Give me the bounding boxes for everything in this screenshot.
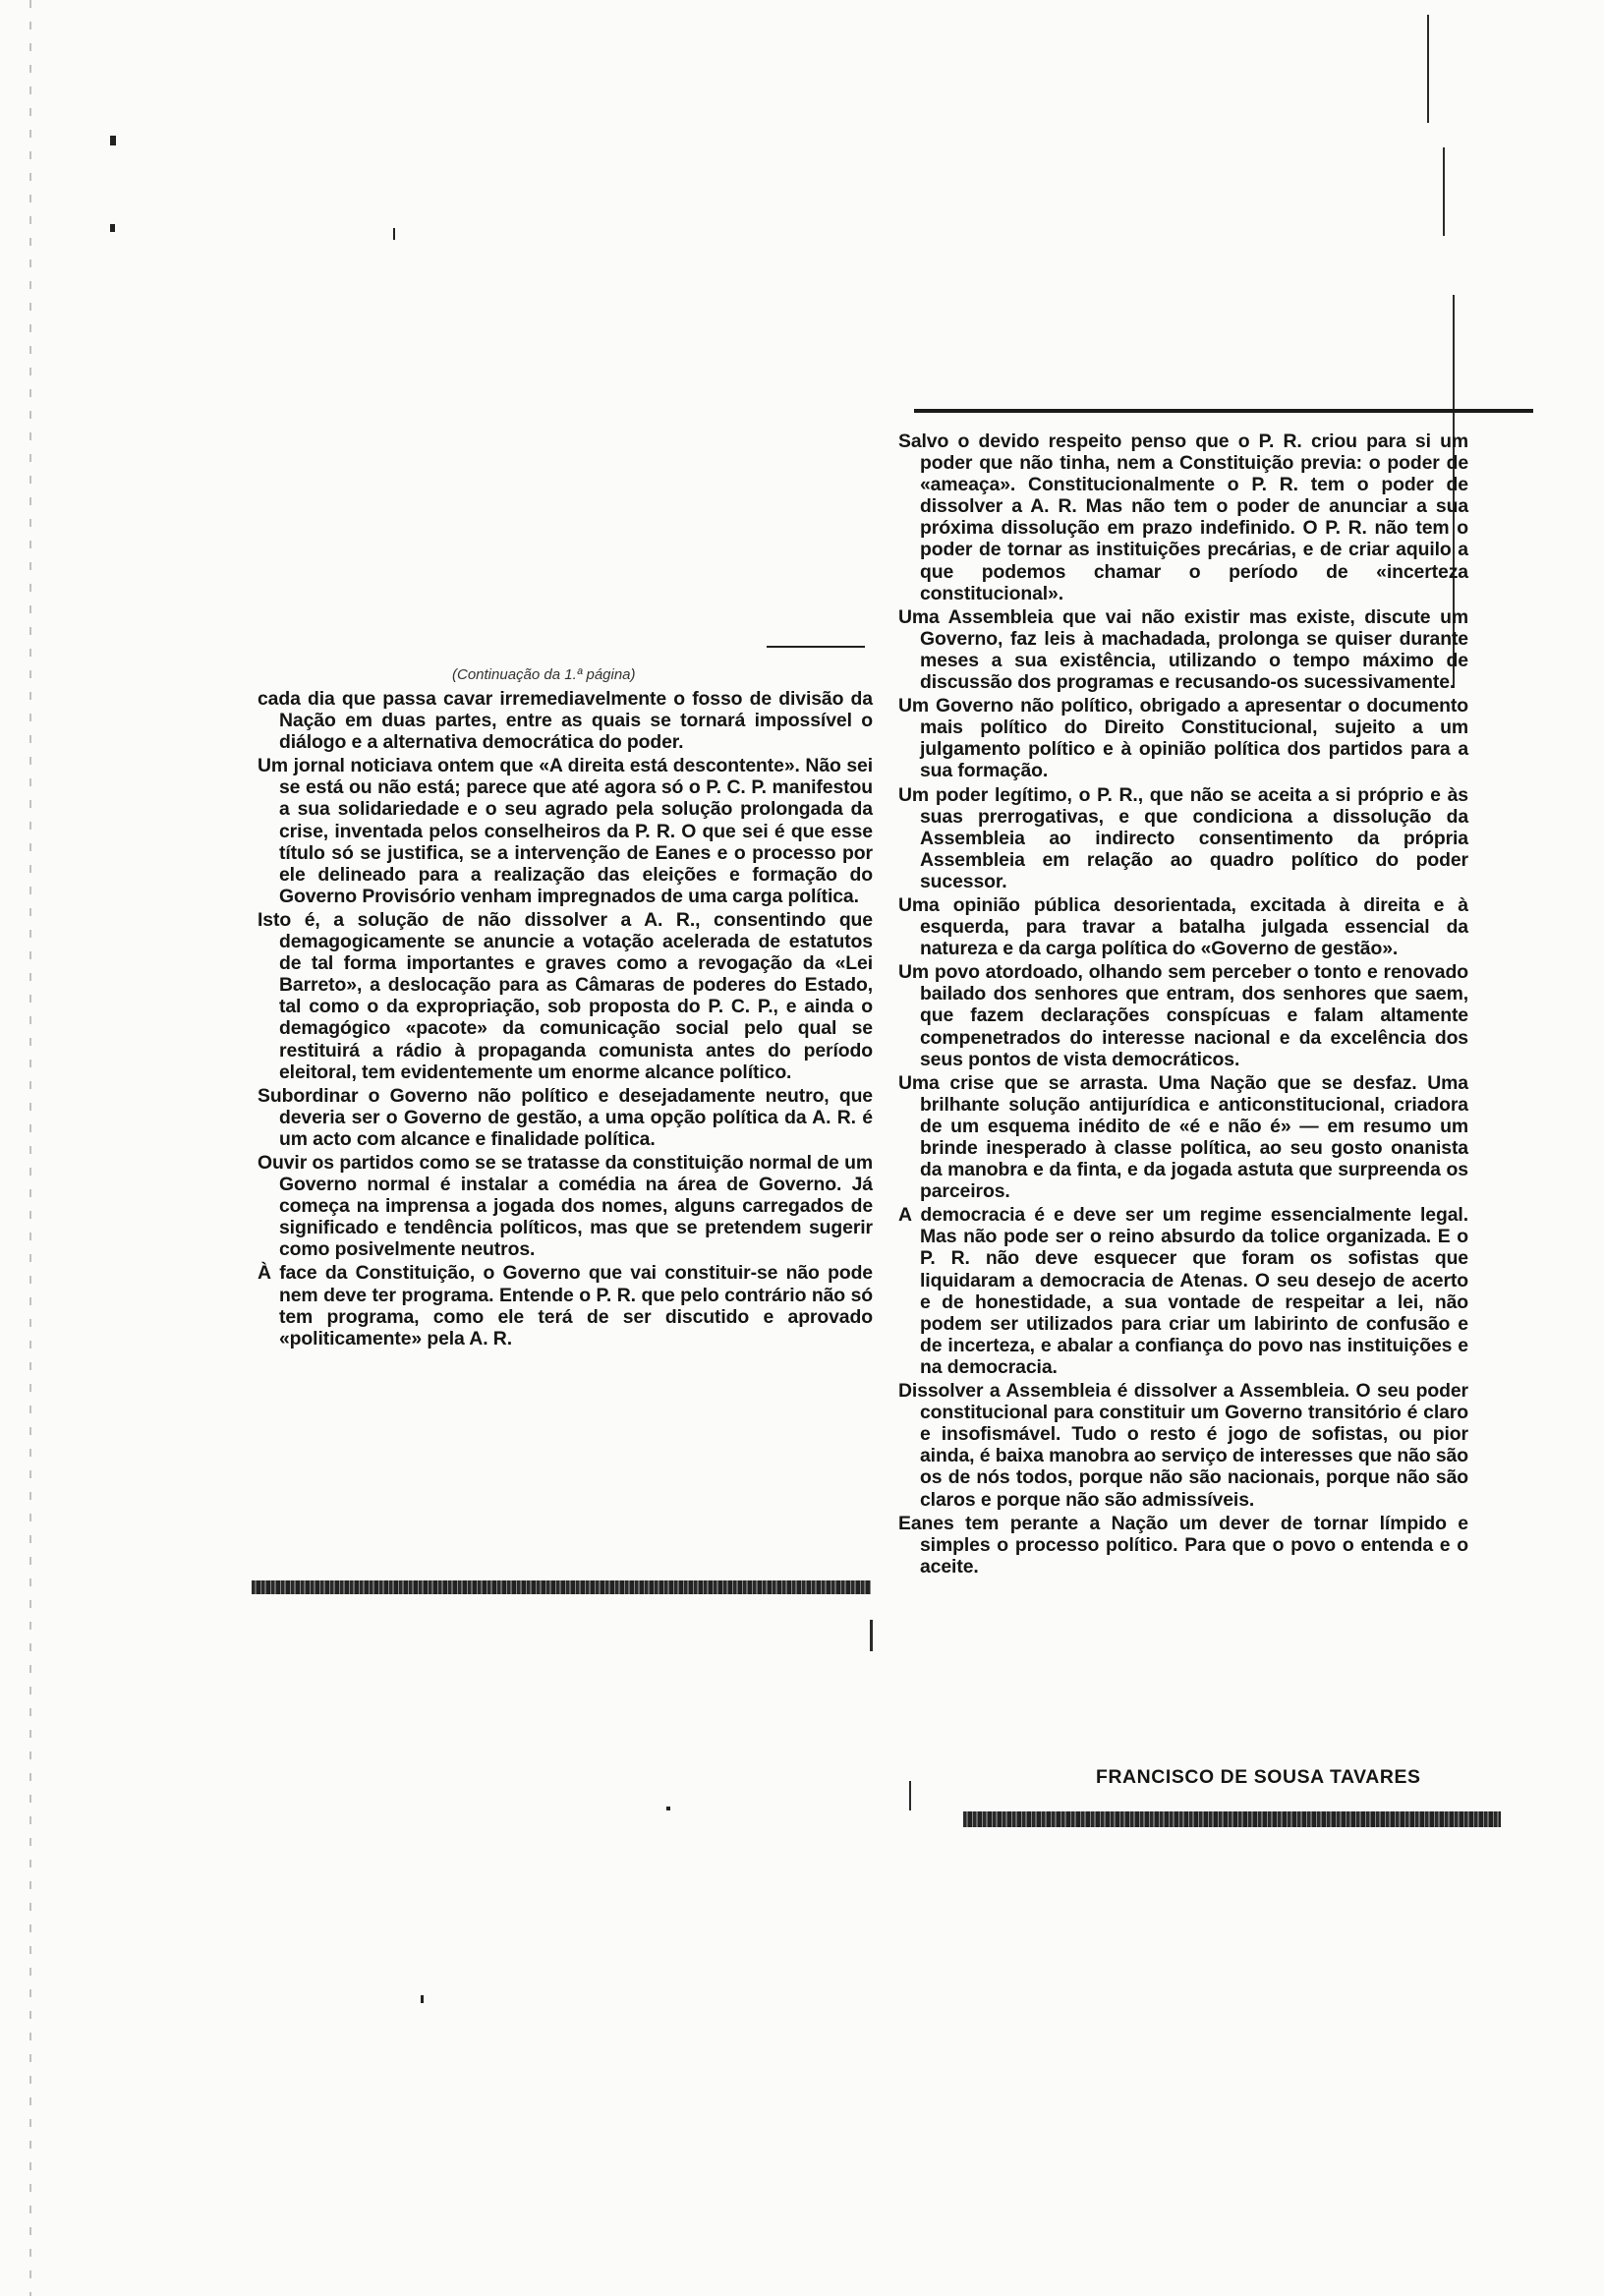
- paragraph: Uma opinião pública desorientada, excitada à direita e à esquerda, para travar a batalha julgada essencial da natureza e da carga política do «Governo de gestão».: [898, 893, 1468, 960]
- paragraph: Ouvir os partidos como se se tratasse da constituição normal de um Governo normal é instalar a comédia na área de Governo. Já começa na imprensa a jogada dos nomes, alguns carregados de significado e tendência políticos, mas que se pretendem sugerir como posivelmente neutros.: [258, 1151, 873, 1261]
- author-signature: FRANCISCO DE SOUSA TAVARES: [1096, 1766, 1421, 1788]
- paragraph: Dissolver a Assembleia é dissolver a Assembleia. O seu poder constitucional para constituir um Governo transitório é claro e insofismável. Tudo o resto é jogo de sofistas, ou pior ainda, é baixa manobra ao serviço de interesses que não são os de nós todos, porque não são nacionais, porque não são claros e porque não são admissíveis.: [898, 1380, 1468, 1511]
- paragraph: Isto é, a solução de não dissolver a A. R., consentindo que demagogicamente se anuncie a votação acelerada de estatutos de tal forma importantes e graves como a revogação da «Lei Barreto», a deslocação para as Câmaras de poderes do Estado, tal como o da expropriação, sob proposta do P. C. P., e ainda o demagógico «pacote» da comunicação social pelo qual se restituirá a rádio à propaganda comunista antes do período eleitoral, tem evidentemente um enorme alcance político.: [258, 908, 873, 1083]
- paragraph: À face da Constituição, o Governo que vai constituir-se não pode nem deve ter programa. Entende o P. R. que pelo contrário não só tem programa, como ele terá de ser discutido e aprovado «politicamente» pela A. R.: [258, 1262, 873, 1349]
- paragraph: cada dia que passa cavar irremediavelmente o fosso de divisão da Nação em duas partes, entre as quais se tornará impossível o diálogo e a alternativa democrática do poder.: [258, 688, 873, 754]
- paragraph: Uma Assembleia que vai não existir mas existe, discute um Governo, faz leis à machadada, prolonga se quiser durante meses a sua existência, utilizando o tempo máximo de discussão dos programas e recusando-os sucessivamente.: [898, 605, 1468, 694]
- paragraph: Um povo atordoado, olhando sem perceber o tonto e renovado bailado dos senhores que entram, dos senhores que saem, que fazem declarações conspícuas e falam altamente compenetrados do interesse nacional e da excelência dos seus pontos de vista democráticos.: [898, 961, 1468, 1070]
- paragraph: Subordinar o Governo não político e desejadamente neutro, que deveria ser o Governo de gestão, a uma opção política da A. R. é um acto com alcance e finalidade política.: [258, 1084, 873, 1150]
- left-column: [258, 688, 873, 1351]
- scan-speck: [421, 1995, 424, 2003]
- scan-margin-edge: [29, 0, 31, 2296]
- paragraph: Um Governo não político, obrigado a apresentar o documento mais político do Direito Constitucional, sujeito a um julgamento político e à opinião política dos partidos para a sua formação.: [898, 695, 1468, 782]
- top-rule: [914, 409, 1533, 413]
- scan-vertical-line: [909, 1781, 911, 1810]
- left-column-end-band: [252, 1580, 871, 1594]
- scan-vertical-line: [1443, 147, 1445, 236]
- right-column: [898, 430, 1468, 1579]
- scan-speck: [666, 1807, 670, 1810]
- continuation-rule: [767, 646, 865, 648]
- paragraph: Salvo o devido respeito penso que o P. R. criou para si um poder que não tinha, nem a Constituição previa: o poder de «ameaça». Constitucionalmente o P. R. tem o poder de dissolver a A. R. Mas não tem o poder de anunciar a sua próxima dissolução em prazo indefinido. O P. R. não tem o poder de tornar as instituições precárias, e de criar aquilo a que podemos chamar o período de «incerteza constitucional».: [898, 430, 1468, 604]
- scan-vertical-line: [1427, 15, 1429, 123]
- right-column-end-band: [963, 1811, 1501, 1827]
- continuation-note: (Continuação da 1.ª página): [452, 666, 636, 683]
- paragraph: A democracia é e deve ser um regime essencialmente legal. Mas não pode ser o reino absurdo da tolice organizada. E o P. R. não deve esquecer que foram os sofistas que liquidaram a democracia de Atenas. O seu desejo de acerto e de honestidade, a sua vontade de respeitar a lei, não podem ser utilizados para criar um labirinto de confusão e de incerteza, e abalar a confiança do povo nas instituições e na democracia.: [898, 1204, 1468, 1378]
- scan-speck: [110, 224, 115, 232]
- scan-speck: [110, 136, 116, 145]
- paragraph: Um jornal noticiava ontem que «A direita está descontente». Não sei se está ou não está; parece que até agora só o P. C. P. manifestou a sua solidariedade e o seu agrado pela solução prolongada da crise, inventada pelos conselheiros da P. R. O que sei é que esse título só se justifica, se a intervenção de Eanes e o processo por ele delineado para a realização das eleições e formação do Governo Provisório venham impregnados de uma carga política.: [258, 755, 873, 907]
- scan-vertical-line: [870, 1620, 873, 1651]
- paragraph: Um poder legítimo, o P. R., que não se aceita a si próprio e às suas prerrogativas, e que condiciona a dissolução da Assembleia ao indirecto consentimento da própria Assembleia em relação ao quadro político do poder sucessor.: [898, 783, 1468, 892]
- paragraph: Eanes tem perante a Nação um dever de tornar límpido e simples o processo político. Para que o povo o entenda e o aceite.: [898, 1512, 1468, 1578]
- scan-speck: [393, 228, 395, 240]
- paragraph: Uma crise que se arrasta. Uma Nação que se desfaz. Uma brilhante solução antijurídica e anticonstitucional, criadora de um esquema inédito de «é e não é» — em resumo um brinde inesperado à classe política, ao seu gosto onanista da manobra e da finta, e da jogada astuta que surpreenda os parceiros.: [898, 1071, 1468, 1203]
